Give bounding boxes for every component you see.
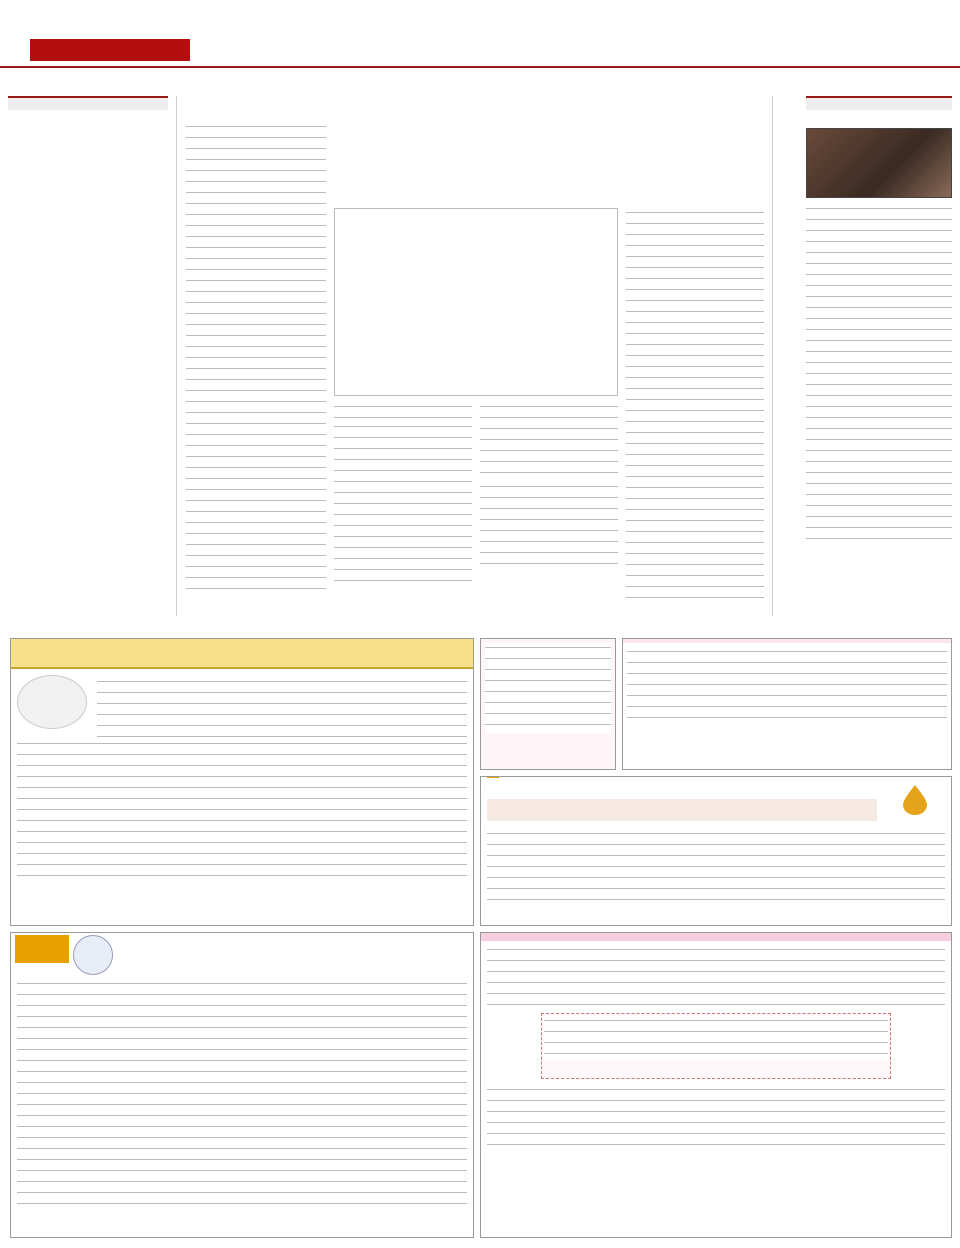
left-column-title — [8, 96, 168, 110]
gas-logo-icon — [73, 935, 113, 975]
ad-cement-body-2 — [17, 739, 467, 879]
article-col-3 — [334, 402, 472, 614]
article-col-4 — [186, 122, 326, 614]
article-col-2 — [480, 402, 618, 614]
ad-gas-body — [17, 979, 467, 1209]
ad-meeting-body-2 — [487, 1085, 945, 1149]
article-col-1 — [626, 208, 764, 614]
ad-oil-title-bar — [487, 799, 877, 821]
column-divider — [176, 96, 177, 616]
ad-land-registry — [622, 638, 952, 770]
ad-meeting-body — [487, 945, 945, 1009]
right-body-text — [806, 204, 952, 542]
body-text — [480, 402, 618, 482]
minister-photo — [806, 128, 952, 198]
cement-logo-icon — [17, 675, 87, 729]
ad-gas-heading — [117, 937, 469, 939]
page-header — [0, 32, 960, 68]
body-text — [186, 122, 326, 452]
body-text — [186, 452, 326, 592]
body-text — [334, 402, 472, 422]
column-divider — [772, 96, 773, 616]
ad-oil-badge — [487, 776, 499, 778]
right-column-title — [806, 96, 952, 110]
ad-change-body — [485, 643, 611, 733]
ad-gas-tender — [10, 932, 474, 1238]
ad-agenda-body — [544, 1016, 888, 1060]
body-text — [334, 422, 472, 582]
ad-gas-badge — [15, 935, 69, 963]
masthead — [30, 39, 190, 61]
body-text — [480, 482, 618, 572]
ad-cement-header — [11, 639, 473, 669]
main-article — [186, 122, 764, 620]
ad-land-header — [623, 639, 951, 643]
ad-meeting-agenda — [541, 1013, 891, 1079]
ad-oil-tender — [480, 776, 952, 926]
ad-land-body — [627, 647, 947, 723]
ad-shahdiran-meeting — [480, 932, 952, 1238]
chart-svg — [335, 239, 619, 395]
ad-company-change — [480, 638, 616, 770]
inflation-chart — [334, 208, 618, 396]
right-column — [806, 96, 952, 616]
ad-oil-body — [487, 829, 945, 907]
left-column — [8, 96, 168, 616]
ad-meeting-header — [481, 933, 951, 941]
nioc-logo-icon — [885, 783, 945, 827]
ad-cement-tender — [10, 638, 474, 926]
